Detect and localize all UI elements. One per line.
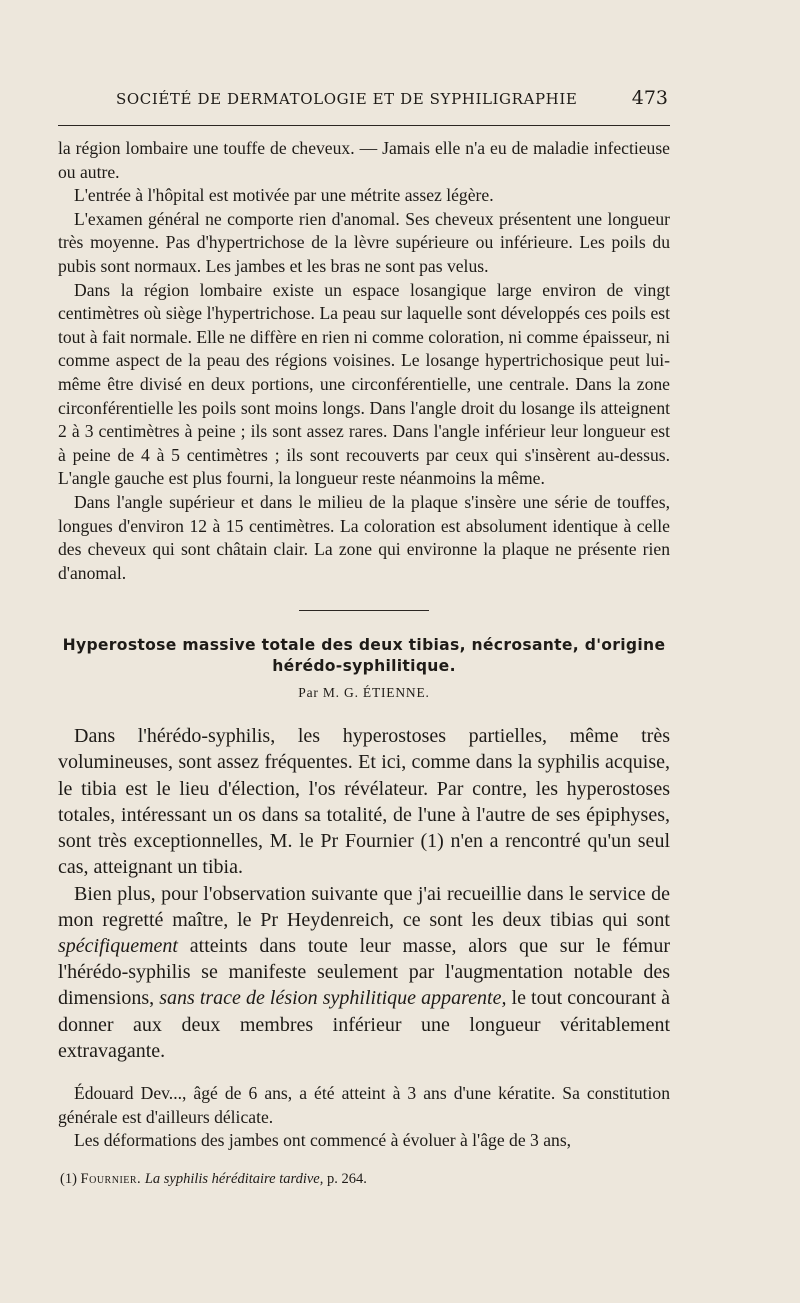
paragraph: Les déformations des jambes ont commencé à évoluer à l'âge de 3 ans,: [74, 1130, 572, 1151]
text-run: Bien plus, pour l'observation suivante que j'ai recueillie dans le service de mon regretté maître, le Pr Heydenreich, ce sont les deux tibias qui sont: [58, 882, 670, 931]
footnote-marker: (1): [60, 1170, 77, 1187]
paragraph: Édouard Dev..., âgé de 6 ans, a été atteint à 3 ans d'une kératite. Sa constitution générale est d'ailleurs délicate.: [58, 1082, 670, 1127]
text-run: le tout concourant à donner aux deux membres inférieur une longueur véritablement extravagante.: [58, 987, 671, 1062]
running-title: SOCIÉTÉ DE DERMATOLOGIE ET DE SYPHILIGRAPHIE: [116, 90, 578, 108]
case-description: [58, 137, 670, 585]
running-header: [58, 87, 670, 114]
footnote: [58, 1171, 670, 1188]
article-byline: Par M. G. ÉTIENNE.: [298, 685, 430, 701]
paragraph: Dans la région lombaire existe un espace losangique large environ de vingt centimètres où siège l'hypertrichose. La peau sur laquelle sont développés ces poils est tout à fait normale. Elle ne diffère en rien ni comme coloration, ni comme épaisseur, ni comme aspect de la peau des régions voisines. Le losange hypertrichosique peut lui-même être divisé en deux portions, une circonférentielle, une centrale. Dans la zone circonférentielle les poils sont moins longs. Dans l'angle droit du losange ils atteignent 2 à 3 centimètres à peine ; ils sont assez rares. Dans l'angle inférieur leur longueur est à peine de 4 à 5 centimètres ; ils sont recouverts par ceux qui s'insèrent au-dessus. L'angle gauche est plus fourni, la longueur reste néanmoins la même.: [58, 279, 670, 489]
paragraph: Dans l'angle supérieur et dans le milieu de la plaque s'insère une série de touffes, longues d'environ 12 à 15 centimètres. La coloration est absolument identique à celle des cheveux qui sont châtain clair. La zone qui environne la plaque ne présente rien d'anomal.: [58, 491, 670, 583]
case-observation: [58, 1082, 670, 1153]
article-title: Hyperostose massive totale des deux tibias, nécrosante, d'origine hérédo-syphilitique.: [62, 636, 666, 676]
page-number: 473: [631, 87, 668, 109]
footnote-work: La syphilis héréditaire tardive,: [144, 1170, 324, 1187]
footnote-page: p. 264.: [326, 1170, 367, 1187]
section-separator: [299, 610, 429, 611]
paragraph: la région lombaire une touffe de cheveux. — Jamais elle n'a eu de maladie infectieuse ou autre.: [58, 138, 670, 182]
footnote-author: Fournier.: [80, 1170, 142, 1187]
article-introduction: [58, 723, 670, 1064]
emphasis: spécifiquement: [58, 934, 178, 957]
text-run: atteints dans toute leur masse, alors que sur le fémur l'hérédo-syphilis se manifeste seulement par l'augmentation notable des dimensions,: [58, 934, 670, 1010]
paragraph: [58, 881, 670, 1064]
paragraph: L'examen général ne comporte rien d'anomal. Ses cheveux présentent une longueur très moyenne. Pas d'hypertrichose de la lèvre supérieure ou inférieure. Les poils du pubis sont normaux. Les jambes et les bras ne sont pas velus.: [58, 208, 670, 276]
paragraph: L'entrée à l'hôpital est motivée par une métrite assez légère.: [74, 185, 494, 206]
page-body: [58, 137, 670, 1188]
header-rule: [58, 125, 670, 126]
paragraph: Dans l'hérédo-syphilis, les hyperostoses partielles, même très volumineuses, sont assez fréquentes. Et ici, comme dans la syphilis acquise, le tibia est le lieu d'élection, l'os révélateur. Par contre, les hyperostoses totales, intéressant un os dans sa totalité, de l'une à l'autre de ses épiphyses, sont très exceptionnelles, M. le Pr Fournier (1) n'en a rencontré qu'un seul cas, atteignant un tibia.: [58, 725, 670, 879]
emphasis: sans trace de lésion syphilitique apparente,: [159, 987, 507, 1010]
